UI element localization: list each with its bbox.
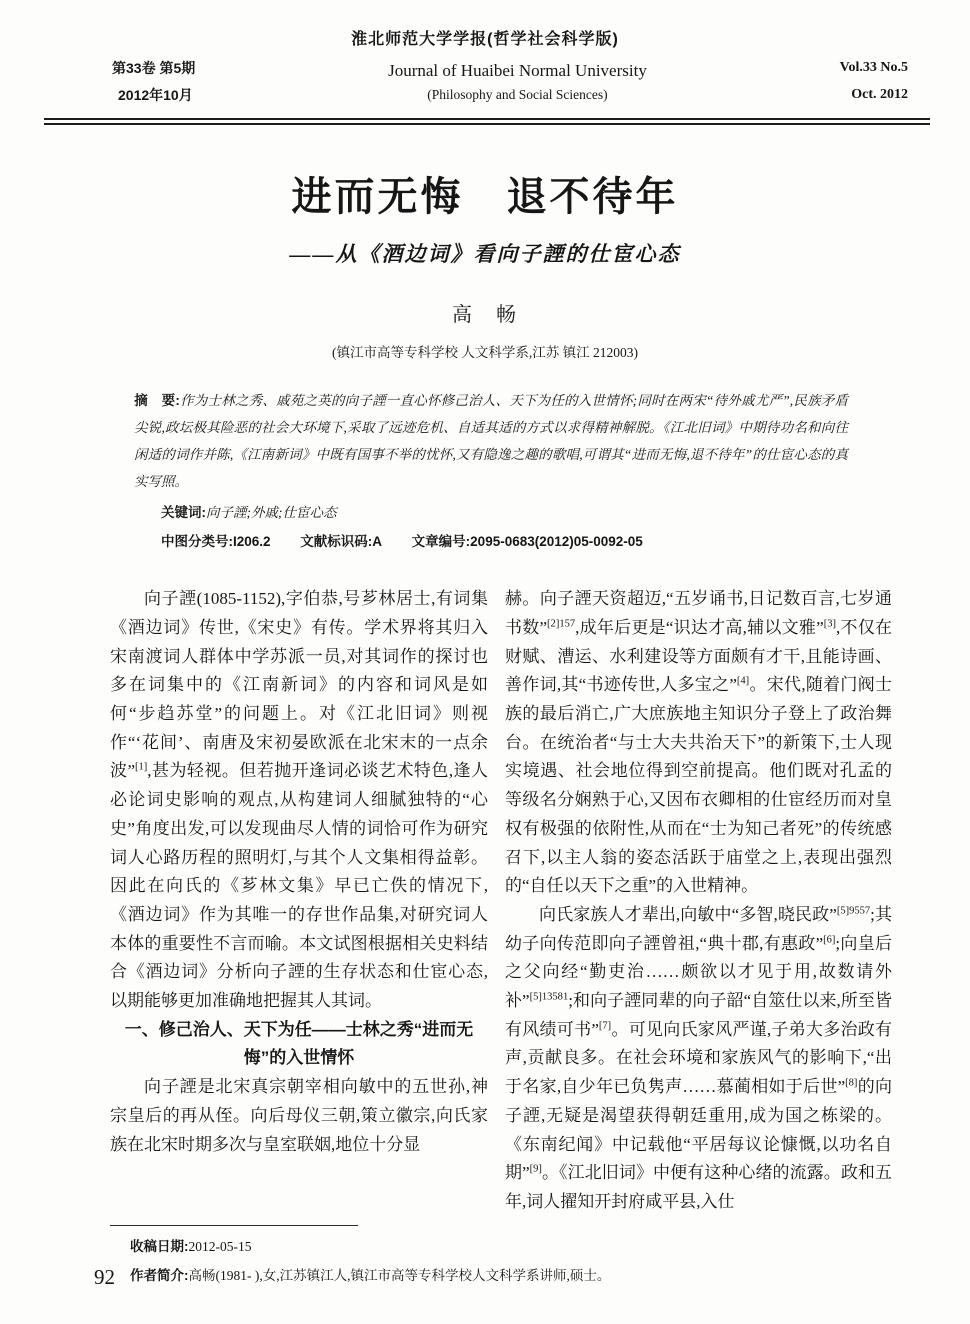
author-bio-line bbox=[130, 1265, 910, 1287]
body-paragraph: 向子諲(1085-1152),字伯恭,号芗林居士,有词集《酒边词》传世,《宋史》有传。学术界将其归入宋南渡词人群体中学苏派一员,对其词作的探讨也多在词集中的《江南新词》的内容和词风是如何“步趋苏堂”的问题上。对《江北旧词》则视作“‘花间’、南唐及宋初晏欧派在北宋末的一点余波”[1],甚为轻视。但若抛开逢词必谈艺术特色,逢人必论词史影响的观点,从构建词人细腻独特的“心史”角度出发,可以发现曲尽人情的词恰可作为研究词人心路历程的照明灯,与其个人文集相得益彰。因此在向氏的《芗林文集》早已亡佚的情况下,《酒边词》作为其唯一的存世作品集,对研究词人本体的重要性不言而喻。本文试图根据相关史料结合《酒边词》分析向子諲的生存状态和仕宦心态,以期能够更加准确地把握其人其词。 bbox=[110, 589, 489, 1011]
article-title-block bbox=[0, 165, 970, 361]
doc-code-label: 文献标识码: bbox=[300, 534, 373, 550]
received-date-value: 2012-05-15 bbox=[188, 1239, 252, 1255]
journal-header-row bbox=[112, 55, 908, 108]
right-column bbox=[505, 585, 892, 1217]
author-affiliation: (镇江市高等专科学校 人文科学系,江苏 镇江 212003) bbox=[332, 345, 638, 361]
keywords-line bbox=[134, 499, 848, 526]
clc-segment bbox=[161, 534, 271, 549]
footnote-divider-rule bbox=[110, 1225, 358, 1226]
volume-issue-cn: 第33卷 第5期 bbox=[112, 60, 196, 76]
date-cn: 2012年10月 bbox=[118, 86, 193, 103]
journal-name-en: Journal of Huaibei Normal University bbox=[388, 61, 647, 81]
date-en: Oct. 2012 bbox=[851, 86, 908, 102]
received-date-label: 收稿日期: bbox=[130, 1239, 189, 1255]
volume-issue-en: Vol.33 No.5 bbox=[839, 60, 908, 75]
clc-value: I206.2 bbox=[233, 534, 271, 550]
classification-line bbox=[134, 528, 848, 555]
clc-label: 中图分类号: bbox=[161, 534, 233, 550]
body-paragraph: 赫。向子諲天资超迈,“五岁诵书,日记数百言,七岁通书数”$^{[2]157}$,成年后更是“识达才高,辅以文雅”[3],不仅在财赋、漕运、水利建设等方面颇有才干,且能诗画、善作词,其“书迹传世,人多宝之”[4]。宋代,随着门阀士族的最后消亡,广大庶族地主知识分子登上了政治舞台。在统治者“与士大夫共治天下”的新策下,士人现实境遇、社会地位得到空前提高。他们既对孔孟的等级名分娴熟于心,又因布衣卿相的仕宦经历而对皇权有极强的依附性,从而在“士为知己者死”的传统感召下,以主人翁的姿态活跃于庙堂之上,表现出强烈的“自任以天下之重”的入世精神。 bbox=[505, 589, 892, 896]
article-body-columns bbox=[110, 585, 892, 1217]
author-bio-label: 作者简介: bbox=[130, 1267, 189, 1283]
article-title: 进而无悔 退不待年 bbox=[291, 174, 679, 220]
keywords-text: 向子諲;外戚;仕宦心态 bbox=[206, 505, 337, 521]
author-bio-value: 高畅(1981- ),女,江苏镇江人,镇江市高等专科学校人文科学系讲师,硕士。 bbox=[188, 1267, 611, 1283]
doc-code-value: A bbox=[372, 534, 382, 550]
article-id-label: 文章编号: bbox=[411, 534, 471, 550]
issue-info-cn bbox=[112, 55, 195, 108]
article-id-value: 2095-0683(2012)05-0092-05 bbox=[470, 534, 643, 550]
page-number: 92 bbox=[94, 1265, 115, 1289]
article-id-segment bbox=[412, 534, 643, 549]
received-date-line bbox=[130, 1236, 910, 1258]
article-subtitle: ——从《酒边词》看向子諲的仕宦心态 bbox=[289, 242, 681, 267]
section-heading-1: 一、修己治人、天下为任——士林之秀“进而无悔”的入世情怀 bbox=[124, 1019, 474, 1068]
author-name: 高 畅 bbox=[452, 304, 518, 327]
article-meta-block bbox=[134, 387, 848, 555]
abstract bbox=[134, 387, 848, 495]
body-paragraph: 向氏家族人才辈出,向敏中“多智,晓民政”$^{[5]9557}$;其幼子向传范即向子諲曾祖,“典十郡,有惠政”[6];向皇后之父向经“勤吏治……颇欲以才见于用,故数请外补”$^{[5]13581}$;和向子諲同辈的向子韶“自筮仕以来,所至皆有风绩可书”[7]。可见向氏家风严谨,子弟大多治政有声,贡献良多。在社会环境和家族风气的影响下,“出于名家,自少年已负隽声……慕蔺相如于后世”[8]的向子諲,无疑是渴望获得朝廷重用,成为国之栋梁的。《东南纪闻》中记载他“平居每议论慷慨,以功名自期”[9]。《江北旧词》中便有这种心绪的流露。政和五年,词人擢知开封府咸平县,入仕 bbox=[505, 904, 892, 1211]
journal-name-en-block bbox=[388, 58, 647, 105]
abstract-label: 摘 要: bbox=[134, 393, 180, 409]
issue-info-en bbox=[840, 55, 908, 108]
journal-masthead-cn: 淮北师范大学学报(哲学社会科学版) bbox=[351, 31, 619, 48]
journal-subtitle-en: (Philosophy and Social Sciences) bbox=[427, 86, 608, 102]
body-paragraph: 向子諲是北宋真宗朝宰相向敏中的五世孙,神宗皇后的再从侄。向后母仪三朝,策立徽宗,向氏家族在北宋时期多次与皇室联姻,地位十分显 bbox=[110, 1077, 488, 1154]
header-divider-rule bbox=[44, 118, 930, 125]
doc-code-segment bbox=[300, 534, 382, 549]
keywords-label: 关键词: bbox=[161, 505, 206, 521]
left-column bbox=[110, 585, 488, 1217]
abstract-text: 作为士林之秀、戚苑之英的向子諲一直心怀修己治人、天下为任的入世情怀;同时在两宋“待外戚尤严”,民族矛盾尖锐,政坛极其险恶的社会大环境下,采取了远迹危机、自适其适的方式以求得精神解脱。《江北旧词》中期待功名和向往闲适的词作并陈,《江南新词》中既有国事不举的忧怀,又有隐逸之趣的歌唱,可谓其“进而无悔,退不待年”的仕宦心态的真实写照。 bbox=[134, 393, 848, 490]
